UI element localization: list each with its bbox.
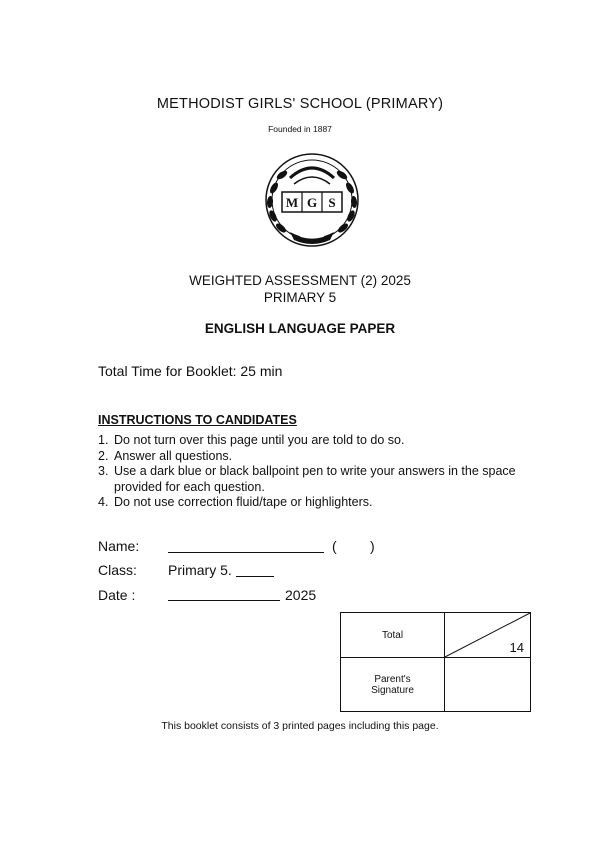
date-year: 2025 — [285, 587, 317, 603]
assessment-line-1: WEIGHTED ASSESSMENT (2) 2025 — [189, 273, 411, 288]
assessment-line-2: PRIMARY 5 — [263, 290, 337, 305]
logo-letter-s: S — [328, 195, 336, 210]
total-label: Total — [381, 629, 404, 641]
booklet-note: This booklet consists of 3 printed pages including this page. — [161, 720, 439, 732]
parent-signature-cell[interactable] — [445, 658, 531, 712]
score-box — [340, 612, 531, 712]
instruction-number: 3. — [98, 464, 109, 478]
name-label: Name: — [98, 538, 140, 554]
instructions-heading: INSTRUCTIONS TO CANDIDATES — [98, 413, 297, 427]
name-input-line[interactable] — [168, 552, 324, 553]
assessment-title — [0, 272, 600, 306]
total-marks: 14 — [509, 640, 524, 655]
instruction-item — [98, 449, 518, 465]
class-input-line[interactable] — [236, 576, 274, 577]
parent-label-line-1: Parent's — [374, 673, 411, 685]
instruction-number: 4. — [98, 495, 109, 509]
instruction-number: 2. — [98, 448, 109, 463]
class-value: Primary 5. — [168, 562, 232, 578]
logo-letter-m: M — [285, 195, 299, 210]
parent-signature-label-cell — [341, 658, 445, 712]
instruction-number: 1. — [98, 433, 109, 447]
index-paren-open: ( — [332, 538, 337, 554]
total-score-cell — [445, 613, 531, 658]
class-label: Class: — [98, 562, 137, 578]
index-paren-close: ) — [370, 538, 375, 554]
parent-label-line-2: Signature — [371, 684, 414, 696]
date-input-line[interactable] — [168, 600, 280, 601]
logo-letter-g: G — [306, 195, 318, 210]
instruction-item — [98, 495, 518, 511]
instruction-text: Do not turn over this page until you are told to do so. — [114, 433, 405, 447]
total-time: Total Time for Booklet: 25 min — [98, 363, 283, 379]
paper-title: ENGLISH LANGUAGE PAPER — [204, 321, 396, 336]
instruction-item — [98, 433, 518, 449]
school-crest-logo — [260, 148, 364, 252]
instructions-list — [98, 433, 518, 511]
date-label: Date : — [98, 587, 136, 603]
instruction-item — [98, 464, 518, 495]
school-name: METHODIST GIRLS' SCHOOL (PRIMARY) — [156, 96, 444, 112]
instruction-text: Do not use correction fluid/tape or highlighters. — [114, 495, 373, 509]
instruction-text: Use a dark blue or black ballpoint pen to write your answers in the space provided for each question. — [114, 464, 516, 494]
instruction-text: Answer all questions. — [114, 448, 233, 463]
total-label-cell — [341, 613, 445, 658]
founded-text: Founded in 1887 — [268, 124, 332, 134]
